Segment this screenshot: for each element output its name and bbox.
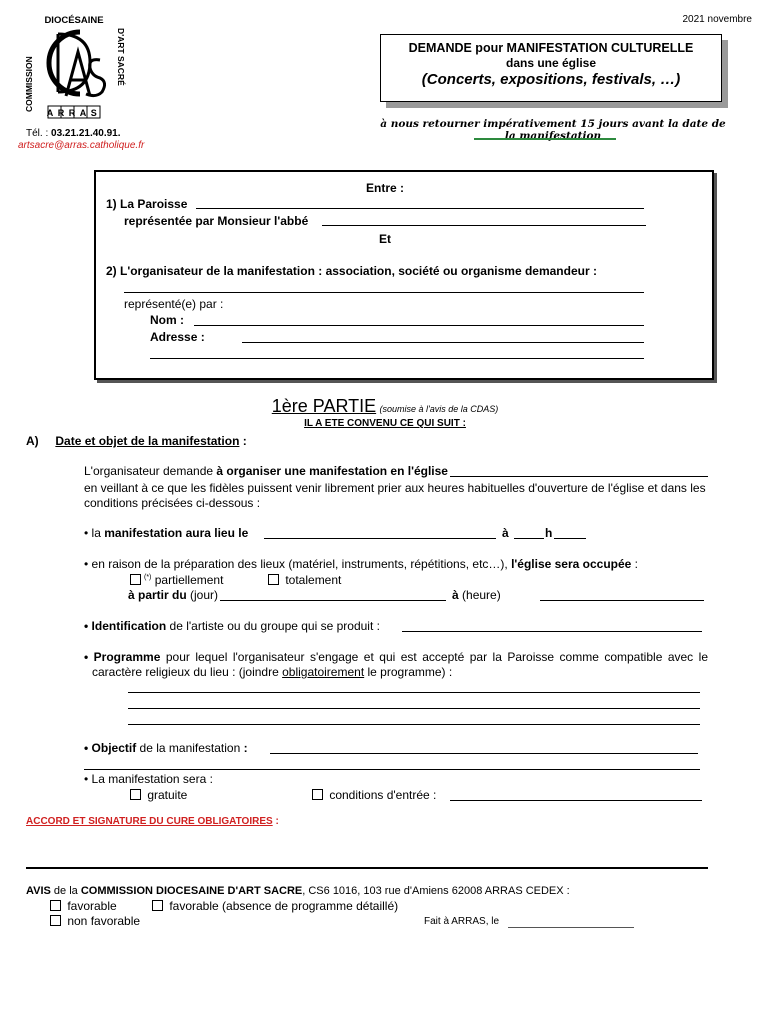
partir-a: à: [452, 588, 459, 602]
title-line-2: dans une église: [505, 56, 597, 70]
section-a-number: A): [26, 434, 39, 448]
non-favorable-label: non favorable: [64, 914, 141, 928]
favorable-checkbox[interactable]: [50, 900, 61, 911]
ident-row: [84, 619, 380, 633]
favorable-absence-checkbox[interactable]: [152, 900, 163, 911]
title-line-3: (Concerts, expositions, festivals, …): [421, 71, 681, 88]
convenu-text: IL A ETE CONVENU CE QUI SUIT :: [304, 418, 466, 429]
intro-line-1: [84, 464, 448, 478]
avis-heading: [26, 885, 570, 897]
totalement-checkbox[interactable]: [268, 574, 279, 585]
conditions-field[interactable]: [450, 800, 702, 801]
represente-label: représenté(e) par :: [124, 297, 224, 311]
minute-field[interactable]: [554, 538, 586, 539]
title-box: [380, 34, 722, 102]
phone-number: 03.21.21.40.91.: [51, 128, 121, 139]
cdas-logo: [18, 12, 130, 124]
heure-field[interactable]: [540, 600, 704, 601]
section-a-heading: [26, 434, 247, 448]
fait-date-field[interactable]: [508, 927, 634, 928]
partir-label: à partir du: [128, 588, 187, 602]
gratuite-checkbox[interactable]: [130, 789, 141, 800]
lieu-row: [84, 526, 248, 540]
email-link[interactable]: artsacre@arras.catholique.fr: [18, 140, 145, 151]
ident-text: de l'artiste ou du groupe qui se produit :: [166, 619, 380, 633]
partiellement-checkbox[interactable]: [130, 574, 141, 585]
prog-text: pour lequel l'organisateur s'engage et qui est accepté par la Paroisse comme compatible avec le: [160, 650, 708, 664]
intro-bold-text: à organiser une manifestation en l'église: [216, 464, 448, 478]
accord-heading: [26, 816, 279, 827]
hour-field[interactable]: [514, 538, 544, 539]
artiste-field[interactable]: [402, 631, 702, 632]
intro-line-2: en veillant à ce que les fidèles puissent venir librement prier aux heures habituelles d'ouverture de l'église et dans les: [84, 481, 706, 495]
lieu-label: manifestation aura lieu le: [104, 526, 249, 540]
non-favorable-checkbox[interactable]: [50, 915, 61, 926]
logo-bottom-text: ARRAS: [46, 108, 102, 118]
prep-row: [84, 557, 638, 571]
intro-text: L'organisateur demande: [84, 464, 217, 478]
totalement-label: totalement: [282, 573, 342, 587]
prog-line-2: [92, 665, 452, 679]
lieu-prefix: • la: [84, 526, 105, 540]
deadline-notice: à nous retourner impérativement 15 jours avant la date de la manifestation: [380, 118, 726, 142]
totalement-option[interactable]: [268, 573, 341, 587]
prep-colon: :: [631, 557, 639, 571]
part-title-main: 1ère PARTIE: [271, 396, 377, 416]
prep-text: • en raison de la préparation des lieux (matériel, instruments, répétitions, etc…),: [84, 557, 512, 571]
avis-commission: COMMISSION DIOCESAINE D'ART SACRE: [80, 885, 303, 897]
intro-line-3: conditions précisées ci-dessous :: [84, 496, 261, 510]
section-a-colon: :: [239, 434, 247, 448]
jour-field[interactable]: [220, 600, 446, 601]
representee-label: représentée par Monsieur l'abbé: [124, 214, 309, 228]
organisateur-field[interactable]: [124, 292, 644, 293]
convenu-heading: [0, 418, 770, 429]
lieu-a-label: à: [502, 526, 509, 540]
favorable-absence-option[interactable]: [152, 899, 398, 913]
objectif-text: de la manifestation: [136, 741, 244, 755]
conditions-checkbox[interactable]: [312, 789, 323, 800]
objectif-colon: :: [243, 741, 248, 755]
partir-heure-row: [452, 588, 501, 602]
accord-label: ACCORD ET SIGNATURE DU CURE OBLIGATOIRES: [26, 816, 273, 827]
et-label: Et: [379, 232, 391, 246]
partir-heure: (heure): [458, 588, 501, 602]
gratuite-label: gratuite: [144, 788, 188, 802]
eglise-field[interactable]: [450, 476, 708, 477]
lieu-h-label: h: [545, 526, 553, 540]
prog-label: • Programme: [84, 650, 161, 664]
fait-label: Fait à ARRAS, le: [424, 916, 500, 927]
programme-field-3[interactable]: [128, 724, 700, 725]
conditions-option[interactable]: [312, 788, 436, 802]
entre-label: Entre :: [365, 181, 404, 195]
phone-label: Tél. :: [26, 128, 52, 139]
notice-underline: [474, 138, 616, 140]
document-date: 2021 novembre: [682, 14, 752, 25]
nom-field[interactable]: [194, 325, 644, 326]
favorable-absence-label: favorable (absence de programme détaillé): [166, 899, 399, 913]
programme-field-1[interactable]: [128, 692, 700, 693]
favorable-option[interactable]: [50, 899, 117, 913]
accord-colon: :: [272, 816, 279, 827]
prog-line2-underline: obligatoirement: [282, 665, 365, 679]
paroisse-label: 1) La Paroisse: [106, 197, 188, 211]
adresse-field-1[interactable]: [242, 342, 644, 343]
prog-line2-a: caractère religieux du lieu : (joindre: [92, 665, 283, 679]
adresse-field-2[interactable]: [150, 358, 644, 359]
section-separator: [26, 867, 708, 869]
partir-row: [128, 588, 218, 602]
part-title: [0, 396, 770, 417]
organisateur-label: 2) L'organisateur de la manifestation : association, société ou organisme demandeur :: [106, 264, 597, 278]
non-favorable-option[interactable]: [50, 914, 140, 928]
logo-top-text: DIOCÉSAINE: [44, 15, 104, 26]
gratuite-option[interactable]: [130, 788, 187, 802]
ident-label: • Identification: [84, 619, 167, 633]
nom-label: Nom :: [150, 313, 184, 327]
abbe-field[interactable]: [322, 225, 646, 226]
objectif-field-1[interactable]: [270, 753, 698, 754]
partiellement-mark: (*): [144, 574, 152, 581]
logo-left-text: COMMISSION: [24, 56, 34, 112]
avis-word: AVIS: [26, 885, 51, 897]
partiellement-label: partiellement: [151, 573, 224, 587]
avis-de-la: de la: [50, 885, 81, 897]
objectif-row: [84, 741, 248, 755]
paroisse-field[interactable]: [196, 208, 644, 209]
phone: [26, 128, 121, 139]
title-line-1: DEMANDE pour MANIFESTATION CULTURELLE: [408, 41, 694, 55]
objectif-field-2[interactable]: [84, 769, 700, 770]
date-field[interactable]: [264, 538, 496, 539]
favorable-label: favorable: [64, 899, 117, 913]
prep-bold: l'église sera occupée: [511, 557, 632, 571]
partir-jour: (jour): [186, 588, 219, 602]
partiellement-option[interactable]: [130, 573, 223, 587]
section-a-label: Date et objet de la manifestation: [55, 434, 240, 448]
adresse-label: Adresse :: [150, 330, 205, 344]
logo-right-text: D'ART SACRÉ: [116, 28, 126, 86]
prog-line2-b: le programme) :: [364, 665, 453, 679]
programme-field-2[interactable]: [128, 708, 700, 709]
objectif-label: • Objectif: [84, 741, 137, 755]
conditions-label: conditions d'entrée :: [326, 788, 437, 802]
sera-label: • La manifestation sera :: [84, 772, 213, 786]
prog-row: [84, 650, 708, 664]
avis-address: , CS6 1016, 103 rue d'Amiens 62008 ARRAS CEDEX :: [302, 885, 570, 897]
part-title-subtitle: (soumise à l'avis de la CDAS): [379, 404, 499, 414]
